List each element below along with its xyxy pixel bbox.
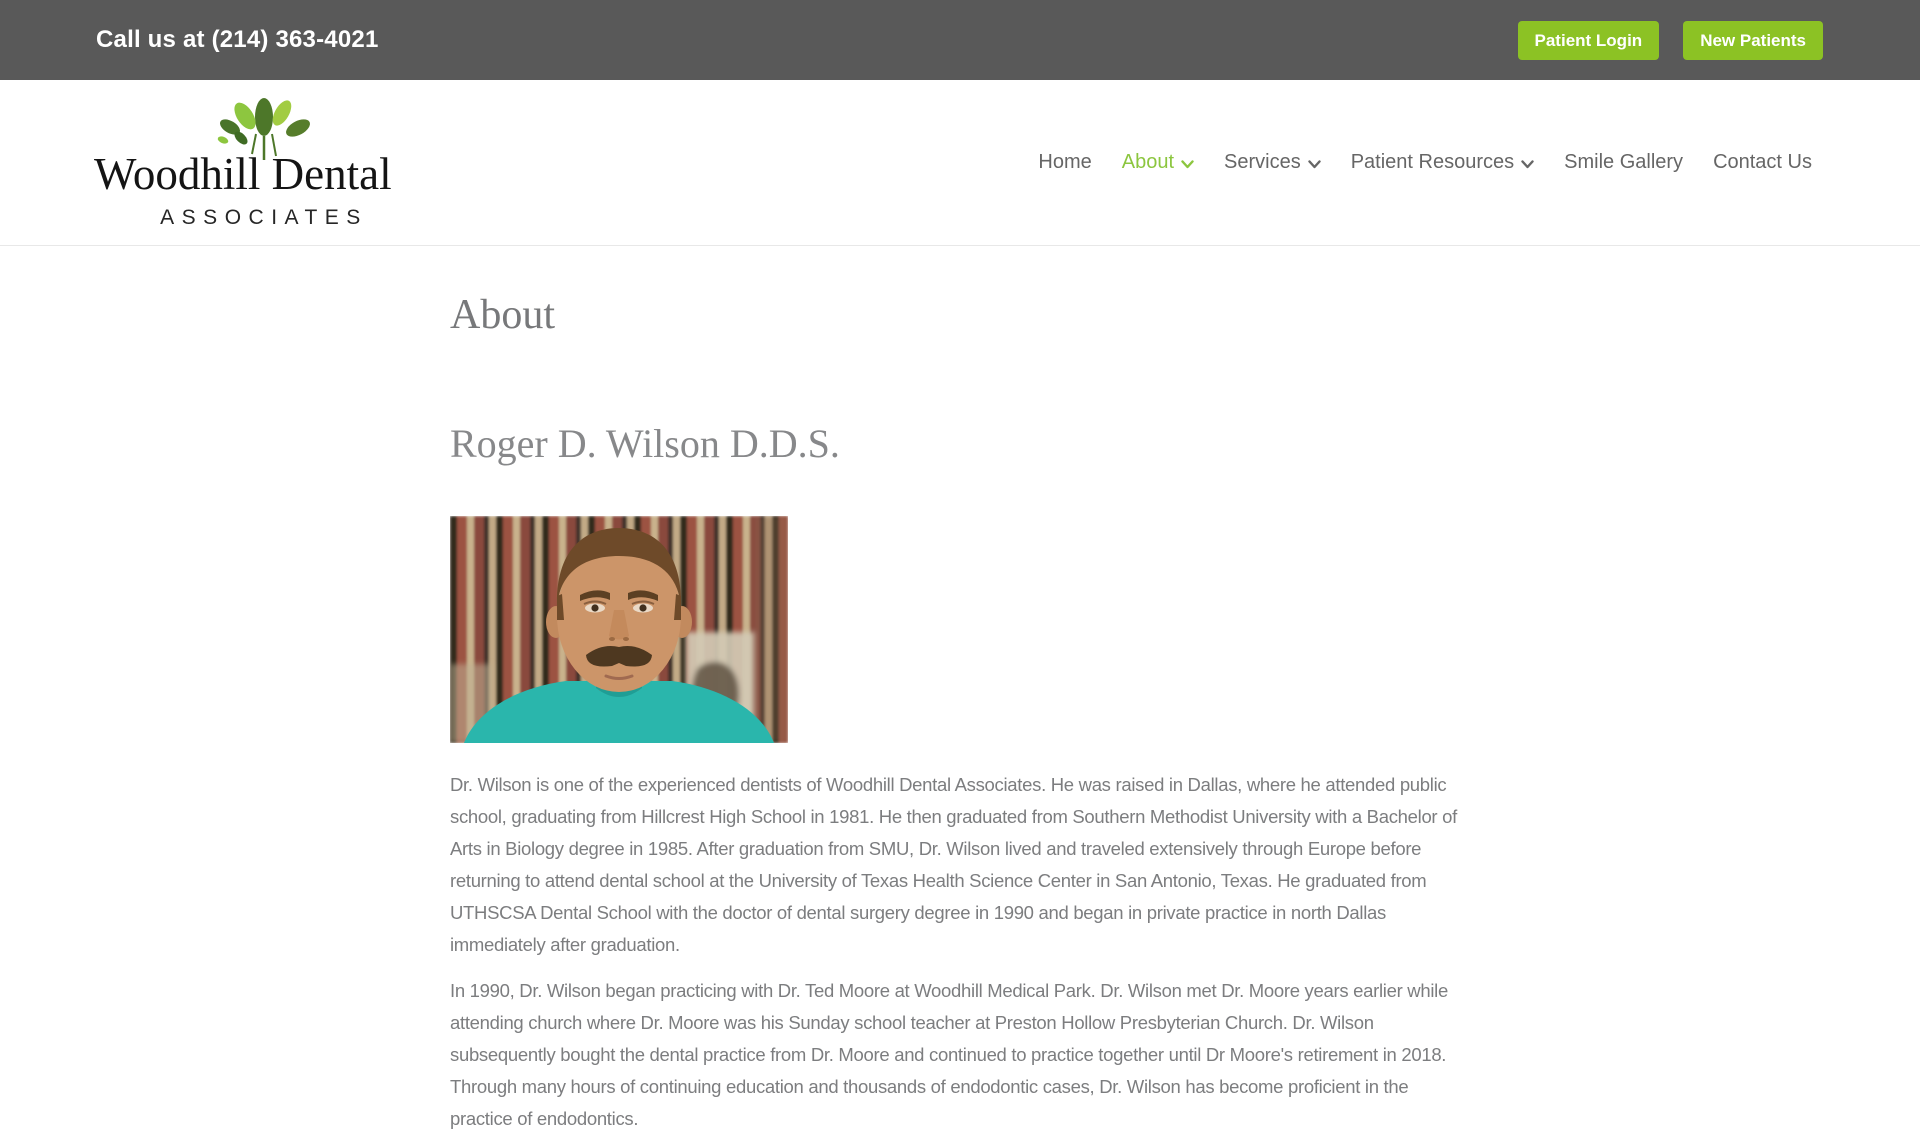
bio-paragraph-2: In 1990, Dr. Wilson began practicing with Dr. Ted Moore at Woodhill Medical Park. Dr. Wilson met Dr. Moore years earlier while attending church where Dr. Moore was his Sunday school teacher at Preston Hollow Presbyterian Church. Dr. Wilson subsequently bought the dental practice from Dr. Moore and continued to practice together until Dr Moore's retirement in 2018. Through many hours of continuing education and thousands of endodontic cases, Dr. Wilson has become proficient in the practice of endodontics. [450,980,1448,1130]
chevron-down-icon [1308,160,1321,169]
logo-name-text: Woodhill Dental [94,148,392,199]
nav-item-contact-us-label: Contact Us [1713,151,1812,173]
logo[interactable] [94,88,444,238]
nav-item-patient-resources-label: Patient Resources [1350,151,1515,173]
topbar-buttons [1518,21,1823,60]
nav-item-contact-us[interactable] [1713,151,1812,174]
main-content [450,292,1470,1135]
nav-item-smile-gallery[interactable] [1564,151,1683,174]
topbar [0,0,1920,80]
nav-item-home[interactable] [1038,151,1091,174]
doctor-name-heading: Roger D. Wilson D.D.S. [450,421,840,467]
doctor-photo [450,516,788,743]
nav-item-home-label: Home [1038,151,1092,173]
page-title: About [450,292,555,338]
patient-login-button[interactable]: Patient Login [1518,21,1660,60]
nav-item-services-label: Services [1224,151,1301,173]
site-header [0,80,1920,246]
chevron-down-icon [1521,160,1534,169]
nav-item-smile-gallery-label: Smile Gallery [1564,151,1684,173]
bio-paragraph-1: Dr. Wilson is one of the experienced dentists of Woodhill Dental Associates. He was raised in Dallas, where he attended public school, graduating from Hillcrest High School in 1981. He then graduated from Southern Methodist University with a Bachelor of Arts in Biology degree in 1985. After graduation from SMU, Dr. Wilson lived and traveled extensively through Europe before returning to attend dental school at the University of Texas Health Science Center in San Antonio, Texas. He graduated from UTHSCSA Dental School with the doctor of dental surgery degree in 1990 and began in private practice in north Dallas immediately after graduation. [450,774,1457,956]
nav-item-about[interactable] [1122,151,1194,174]
new-patients-button[interactable]: New Patients [1683,21,1823,60]
logo-subtitle-text: ASSOCIATES [160,205,368,229]
nav-item-services[interactable] [1224,151,1321,174]
main-nav [1038,151,1812,174]
call-us-text: Call us at (214) 363-4021 [96,26,379,53]
nav-item-about-label: About [1121,151,1175,173]
chevron-down-icon [1181,160,1194,169]
nav-item-patient-resources[interactable] [1351,151,1534,174]
